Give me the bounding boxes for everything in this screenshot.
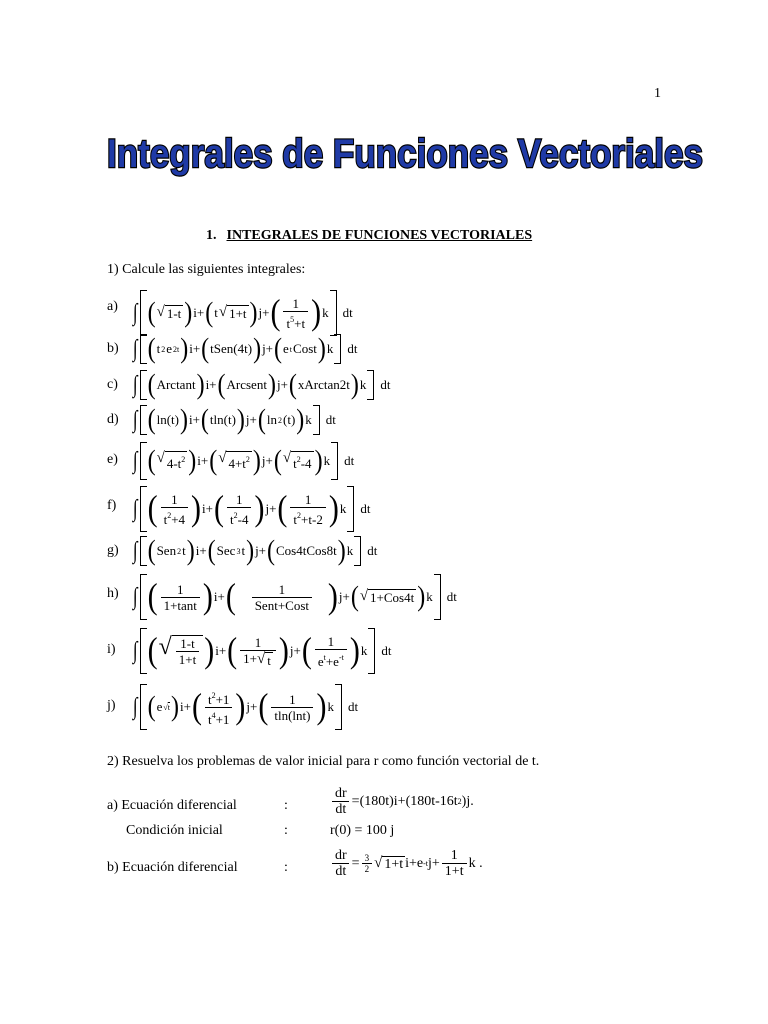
bracket-right <box>354 536 361 566</box>
integral-sign: ∫ <box>132 300 138 326</box>
problem-a-label: a) Ecuación diferencial <box>107 798 237 813</box>
paren: ) <box>317 333 326 365</box>
paren: ( <box>191 686 202 727</box>
denominator: tln(lnt) <box>271 707 313 723</box>
integral-sign: ∫ <box>132 407 138 433</box>
integral-sign: ∫ <box>132 372 138 398</box>
paren: ( <box>147 576 158 617</box>
paren: ) <box>188 445 197 477</box>
denominator: 1+t <box>176 651 199 667</box>
paren: ( <box>274 333 283 365</box>
rad-part: 4-t <box>166 456 182 471</box>
fraction <box>239 582 325 613</box>
paren: ( <box>301 630 312 671</box>
paren: ( <box>277 488 288 529</box>
term: j+ <box>338 589 350 604</box>
bracket-left <box>140 486 147 532</box>
term: k <box>305 412 312 427</box>
label-h: h) <box>107 586 119 601</box>
term: k <box>327 699 334 714</box>
exponent: 2 <box>181 455 186 464</box>
denominator: 2 <box>362 863 373 874</box>
paren: ( <box>201 333 210 365</box>
banner-title <box>100 122 710 182</box>
paren: ) <box>179 404 188 436</box>
differential: dt <box>325 412 336 427</box>
den-part: t <box>207 711 212 727</box>
term: = <box>351 855 360 871</box>
den-part: e <box>317 653 324 669</box>
problem-a-colon: : <box>284 798 288 813</box>
den-part: +t <box>294 315 306 331</box>
problem-a-initial-value: r(0) = 100 j <box>330 823 395 838</box>
term: j+ <box>262 341 274 356</box>
term: t <box>156 341 161 356</box>
paren: ( <box>147 535 156 567</box>
sqrt: √ 1+t <box>374 854 404 872</box>
bracket-right <box>335 684 342 730</box>
expr-g <box>132 536 377 566</box>
integral-sign: ∫ <box>132 584 138 610</box>
label-i: i) <box>107 642 116 657</box>
paren: ) <box>267 369 276 401</box>
integral-sign: ∫ <box>132 694 138 720</box>
banner-title-text: Integrales de Funciones Vectoriales <box>107 132 703 176</box>
problem-a-initial-label: Condición inicial <box>126 823 223 838</box>
exponent: 2 <box>211 690 216 700</box>
differential: dt <box>347 341 358 356</box>
den-part: 1+ <box>243 650 257 666</box>
term: k <box>359 377 367 392</box>
paren: ( <box>288 369 297 401</box>
term: k <box>323 453 331 468</box>
differential: dt <box>344 453 355 468</box>
bracket-right <box>334 334 341 364</box>
term: ln <box>266 412 277 427</box>
paren: ) <box>180 333 189 365</box>
expr-b <box>132 334 358 364</box>
term: k . <box>468 855 483 871</box>
term: t <box>214 305 218 320</box>
term: j+ <box>258 305 270 320</box>
den-part: t <box>286 315 291 331</box>
exponent: 2 <box>233 510 238 520</box>
term: )j. <box>461 793 474 809</box>
paren: ) <box>202 576 213 617</box>
exponent: t <box>323 652 326 662</box>
paren: ) <box>249 297 258 329</box>
term: e <box>156 699 163 714</box>
term: j+ <box>276 377 288 392</box>
paren: ( <box>147 297 156 329</box>
exponent: 4 <box>211 710 216 720</box>
expr-c <box>132 370 391 400</box>
term: i+ <box>213 589 225 604</box>
term: e <box>166 341 172 356</box>
term: j+ <box>255 543 267 558</box>
term: t <box>182 543 186 558</box>
term: Cost <box>293 341 317 356</box>
expr-a <box>132 290 353 336</box>
paren: ( <box>273 445 282 477</box>
radicand <box>291 451 313 471</box>
label-b: b) <box>107 341 119 356</box>
differential: dt <box>380 377 391 392</box>
term: t <box>241 543 246 558</box>
paren: ) <box>311 292 322 333</box>
paren: ( <box>147 488 158 529</box>
term: k <box>426 589 433 604</box>
section-title: INTEGRALES DE FUNCIONES VECTORIALES <box>226 228 533 243</box>
radicand: 1+t <box>229 306 247 321</box>
bracket-right <box>368 628 375 674</box>
denominator: dt <box>332 801 349 817</box>
exponent: 2 <box>297 510 302 520</box>
paren: ) <box>349 630 360 671</box>
denominator <box>240 650 276 668</box>
term: i+ <box>179 699 191 714</box>
paren: ) <box>316 686 327 727</box>
exponent: √t <box>163 702 170 712</box>
bracket-left <box>140 442 147 480</box>
paren: ) <box>196 369 205 401</box>
derivative-fraction <box>332 848 350 879</box>
den-part: t <box>230 511 234 527</box>
denominator <box>161 507 188 527</box>
bracket-left <box>140 684 147 730</box>
den-part: -4 <box>237 511 249 527</box>
expr-f <box>132 486 370 532</box>
denominator: Sent+Cost <box>252 597 312 613</box>
exponent: 2t <box>172 344 180 354</box>
paren: ( <box>147 369 156 401</box>
exponent: 2 <box>245 455 250 464</box>
paren: ) <box>296 404 305 436</box>
paren: ( <box>270 292 281 333</box>
sqrt: √ t <box>257 650 271 668</box>
numerator: 1 <box>254 634 262 650</box>
bracket-right <box>313 405 320 435</box>
fraction <box>161 582 200 613</box>
den-part: +t-2 <box>301 511 323 527</box>
sqrt: √ $t^2-4$ <box>282 450 312 471</box>
bracket-right <box>331 442 338 480</box>
paren: ) <box>235 686 246 727</box>
denominator <box>283 311 308 331</box>
differential: dt <box>367 543 378 558</box>
differential: dt <box>347 699 359 714</box>
term: Sec <box>216 543 236 558</box>
numerator <box>205 688 232 707</box>
expr-j <box>132 684 358 730</box>
section-number: 1. <box>206 228 217 243</box>
paren: ( <box>147 691 156 723</box>
den-part: +1 <box>215 711 230 727</box>
term: i+e <box>405 855 424 871</box>
paren: ( <box>147 404 156 436</box>
term: Sen <box>156 543 177 558</box>
term: i+ <box>202 501 213 516</box>
label-c: c) <box>107 377 118 392</box>
paren: ) <box>184 297 193 329</box>
den-part: t <box>293 511 298 527</box>
fraction <box>161 492 188 527</box>
derivative-fraction <box>332 786 350 817</box>
fraction <box>227 492 251 527</box>
radicand <box>165 451 187 471</box>
integral-sign: ∫ <box>132 448 138 474</box>
term: k <box>339 501 347 516</box>
differential: dt <box>381 643 392 658</box>
problem-b-colon: : <box>284 860 288 875</box>
term: i+ <box>197 453 209 468</box>
sqrt: √ $4+t^2$ <box>218 450 250 471</box>
paren: ) <box>278 630 289 671</box>
radicand: 1-t <box>166 306 182 321</box>
numerator: 1-t <box>180 636 195 651</box>
radicand: 1+t <box>384 856 404 872</box>
term: tln(t) <box>209 412 236 427</box>
bracket-right <box>330 290 337 336</box>
num-part: t <box>207 691 212 707</box>
sqrt: √ $4-t^2$ <box>156 450 186 471</box>
exponent: 3 <box>236 546 241 556</box>
radicand: t <box>167 702 170 712</box>
den-part: t <box>163 511 168 527</box>
paren: ( <box>147 445 156 477</box>
numerator: 1 <box>235 491 243 507</box>
expr-i <box>132 628 391 674</box>
paren: ( <box>267 535 276 567</box>
exponent: 2 <box>177 546 182 556</box>
problem-a-initial-colon: : <box>284 823 288 838</box>
expr-h <box>132 574 457 620</box>
paren: ) <box>204 630 215 671</box>
paren: ) <box>337 535 346 567</box>
term: Arctant <box>156 377 196 392</box>
denominator: 1+tant <box>161 597 200 613</box>
paren: ( <box>350 581 359 613</box>
numerator: 1 <box>289 691 296 707</box>
paren: ( <box>207 535 216 567</box>
term: j+ <box>245 412 257 427</box>
paren: ( <box>225 576 236 617</box>
paren: ) <box>191 488 202 529</box>
term: ln(t) <box>156 412 179 427</box>
expr-e <box>132 442 354 480</box>
label-a: a) <box>107 299 118 314</box>
denominator: 1+t <box>442 863 467 879</box>
paren: ) <box>314 445 323 477</box>
term: j+ <box>246 699 258 714</box>
radicand: 1+Cos4t <box>370 590 415 605</box>
label-e: e) <box>107 452 118 467</box>
term: k <box>360 643 368 658</box>
instruction-1: 1) Calcule las siguientes integrales: <box>107 262 306 277</box>
bracket-right <box>434 574 441 620</box>
denominator: dt <box>332 863 349 879</box>
term: i+ <box>215 643 227 658</box>
den-part: +4 <box>171 511 186 527</box>
fraction <box>283 296 308 331</box>
sqrt: √ 1+Cos4t <box>359 588 415 605</box>
numerator: 1 <box>292 295 300 311</box>
paren: ) <box>236 404 245 436</box>
expr-d <box>132 405 336 435</box>
rad-part: 4+t <box>228 456 246 471</box>
denominator <box>315 649 347 669</box>
sqrt: √ $\frac{1-t}{1+t}$ <box>159 635 204 667</box>
exponent: 2 <box>457 797 462 806</box>
coef-fraction <box>362 853 373 874</box>
paren: ) <box>327 576 338 617</box>
paren: ( <box>214 488 224 529</box>
fraction <box>271 692 313 723</box>
fraction <box>205 688 232 727</box>
problem-a-equation <box>330 786 474 817</box>
numerator: dr <box>335 848 347 863</box>
denominator <box>227 507 251 527</box>
bracket-left <box>140 334 147 364</box>
numerator: 1 <box>304 491 312 507</box>
paren: ( <box>217 369 226 401</box>
page-number: 1 <box>654 86 661 101</box>
term: j+ <box>261 453 273 468</box>
sqrt: √ 1+t <box>218 304 247 321</box>
numerator: 1 <box>327 633 335 649</box>
exponent: 2 <box>296 455 301 464</box>
exponent: t <box>289 344 293 354</box>
integral-sign: ∫ <box>132 638 138 664</box>
problem-b-label: b) Ecuación diferencial <box>107 860 238 875</box>
fraction <box>315 634 347 669</box>
term: i+ <box>205 377 217 392</box>
label-g: g) <box>107 543 119 558</box>
term: j+ <box>428 855 440 871</box>
numerator: 1 <box>450 848 458 863</box>
paren: ) <box>170 691 179 723</box>
paren: ) <box>253 333 262 365</box>
numerator: 1 <box>176 581 184 597</box>
rad-part: t <box>293 456 297 471</box>
bracket-left <box>140 574 147 620</box>
term: i+ <box>188 412 200 427</box>
bracket-left <box>140 370 147 400</box>
paren: ( <box>209 445 218 477</box>
bracket-left <box>140 628 147 674</box>
term: Cos4tCos8t <box>276 543 337 558</box>
label-d: d) <box>107 412 119 427</box>
num-part: +1 <box>215 691 230 707</box>
term: =(180t)i+(180t-16t <box>351 793 458 809</box>
section-heading <box>206 228 532 244</box>
term: i+ <box>195 543 207 558</box>
term: k <box>326 341 334 356</box>
bracket-left <box>140 290 147 336</box>
fraction <box>240 635 276 668</box>
paren: ( <box>258 686 269 727</box>
term: k <box>346 543 354 558</box>
term: i+ <box>189 341 201 356</box>
numerator: dr <box>335 786 347 801</box>
term: Arcsent <box>226 377 267 392</box>
label-f: f) <box>107 498 117 513</box>
differential: dt <box>360 501 371 516</box>
paren: ) <box>254 488 265 529</box>
exponent: 2 <box>278 415 282 425</box>
instruction-2: 2) Resuelva los problemas de valor inicial para r como función vectorial de t. <box>107 754 540 769</box>
paren: ) <box>186 535 195 567</box>
paren: ( <box>147 333 156 365</box>
fraction <box>442 848 467 879</box>
exponent: -t <box>423 859 428 868</box>
term: (t) <box>283 412 296 427</box>
denominator <box>290 507 325 527</box>
paren: ) <box>417 581 426 613</box>
problem-b-equation <box>330 848 483 879</box>
paren: ( <box>227 630 238 671</box>
fraction <box>176 636 199 667</box>
den-part: +e <box>325 653 339 669</box>
rad-part: -4 <box>300 456 312 471</box>
term: i+ <box>193 305 205 320</box>
paren: ( <box>205 297 214 329</box>
label-j: j) <box>107 698 116 713</box>
integral-sign: ∫ <box>132 496 138 522</box>
numerator: 1 <box>171 491 178 507</box>
exponent: 2 <box>161 344 166 354</box>
radicand <box>226 451 251 471</box>
bracket-right <box>367 370 374 400</box>
term: j+ <box>289 643 301 658</box>
bracket-left <box>140 405 147 435</box>
integral-sign: ∫ <box>132 538 138 564</box>
differential: dt <box>446 589 457 604</box>
paren: ( <box>257 404 266 436</box>
fraction <box>290 492 325 527</box>
sqrt: √ 1-t <box>156 304 182 321</box>
differential: dt <box>342 305 353 320</box>
paren: ) <box>328 488 339 529</box>
paren: ) <box>246 535 255 567</box>
bracket-left <box>140 536 147 566</box>
exponent: -t <box>338 652 344 662</box>
term: j+ <box>265 501 277 516</box>
radicand <box>172 635 203 667</box>
term: e <box>283 341 289 356</box>
numerator: 1 <box>278 581 286 597</box>
term: tSen(4t) <box>210 341 253 356</box>
term: k <box>322 305 329 320</box>
denominator <box>205 707 232 727</box>
paren: ) <box>350 369 359 401</box>
integral-sign: ∫ <box>132 336 138 362</box>
numerator: 3 <box>364 853 370 863</box>
paren: ( <box>200 404 209 436</box>
radicand: t <box>267 652 271 668</box>
exponent: 5 <box>290 314 295 324</box>
exponent: 2 <box>167 510 172 520</box>
paren: ( <box>147 630 158 671</box>
term: xArctan2t <box>297 377 350 392</box>
paren: ) <box>252 445 261 477</box>
bracket-right <box>347 486 354 532</box>
